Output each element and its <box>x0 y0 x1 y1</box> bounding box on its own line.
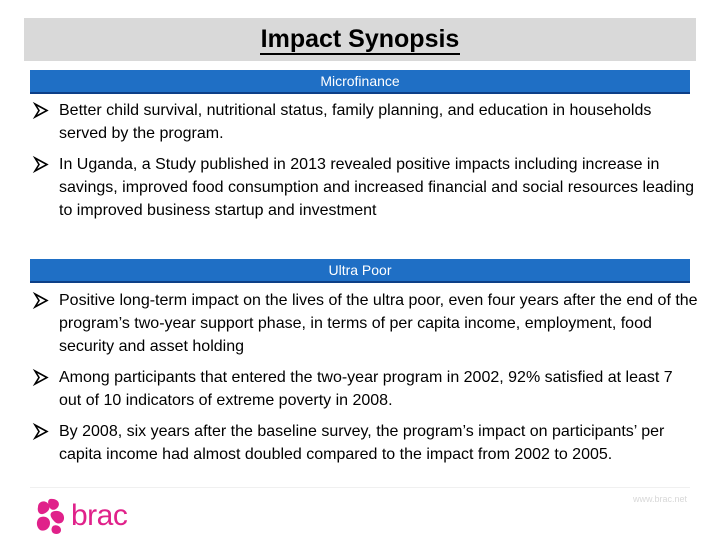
section-header-label: Ultra Poor <box>328 262 392 278</box>
ultra-poor-list <box>30 289 698 474</box>
list-item <box>30 366 698 412</box>
microfinance-list <box>30 99 698 230</box>
section-header-ultra-poor <box>30 259 690 283</box>
list-item-text: Positive long-term impact on the lives of the ultra poor, even four years after the end of the program’s two-year support phase, in terms of per capita income, employment, food security and asset holding <box>59 292 698 355</box>
list-item-text: By 2008, six years after the baseline survey, the program’s impact on participants’ per capita income had almost doubled compared to the impact from 2002 to 2005. <box>59 423 665 463</box>
arrowhead-bullet-icon <box>32 289 50 312</box>
section-header-microfinance <box>30 70 690 94</box>
arrowhead-bullet-icon <box>32 366 50 389</box>
list-item <box>30 99 698 145</box>
list-item <box>30 420 698 466</box>
arrowhead-bullet-icon <box>32 153 50 176</box>
brac-logo <box>34 496 127 536</box>
list-item <box>30 289 698 358</box>
brac-logo-mark-icon <box>34 497 68 535</box>
arrowhead-bullet-icon <box>32 99 50 122</box>
list-item <box>30 153 698 222</box>
list-item-text: Among participants that entered the two-year program in 2002, 92% satisfied at least 7 out of 10 indicators of extreme poverty in 2008. <box>59 369 673 409</box>
title-bar <box>24 18 696 61</box>
footer-divider <box>30 487 690 488</box>
arrowhead-bullet-icon <box>32 420 50 443</box>
section-header-label: Microfinance <box>320 73 400 89</box>
brac-logo-text: brac <box>71 499 128 532</box>
page-title: Impact Synopsis <box>260 24 460 53</box>
footer-url: www.brac.net <box>632 494 687 504</box>
list-item-text: Better child survival, nutritional status, family planning, and education in households served by the program. <box>59 102 652 142</box>
list-item-text: In Uganda, a Study published in 2013 revealed positive impacts including increase in savings, improved food consumption and increased financial and social resources leading to improved business startup and investment <box>59 156 695 219</box>
